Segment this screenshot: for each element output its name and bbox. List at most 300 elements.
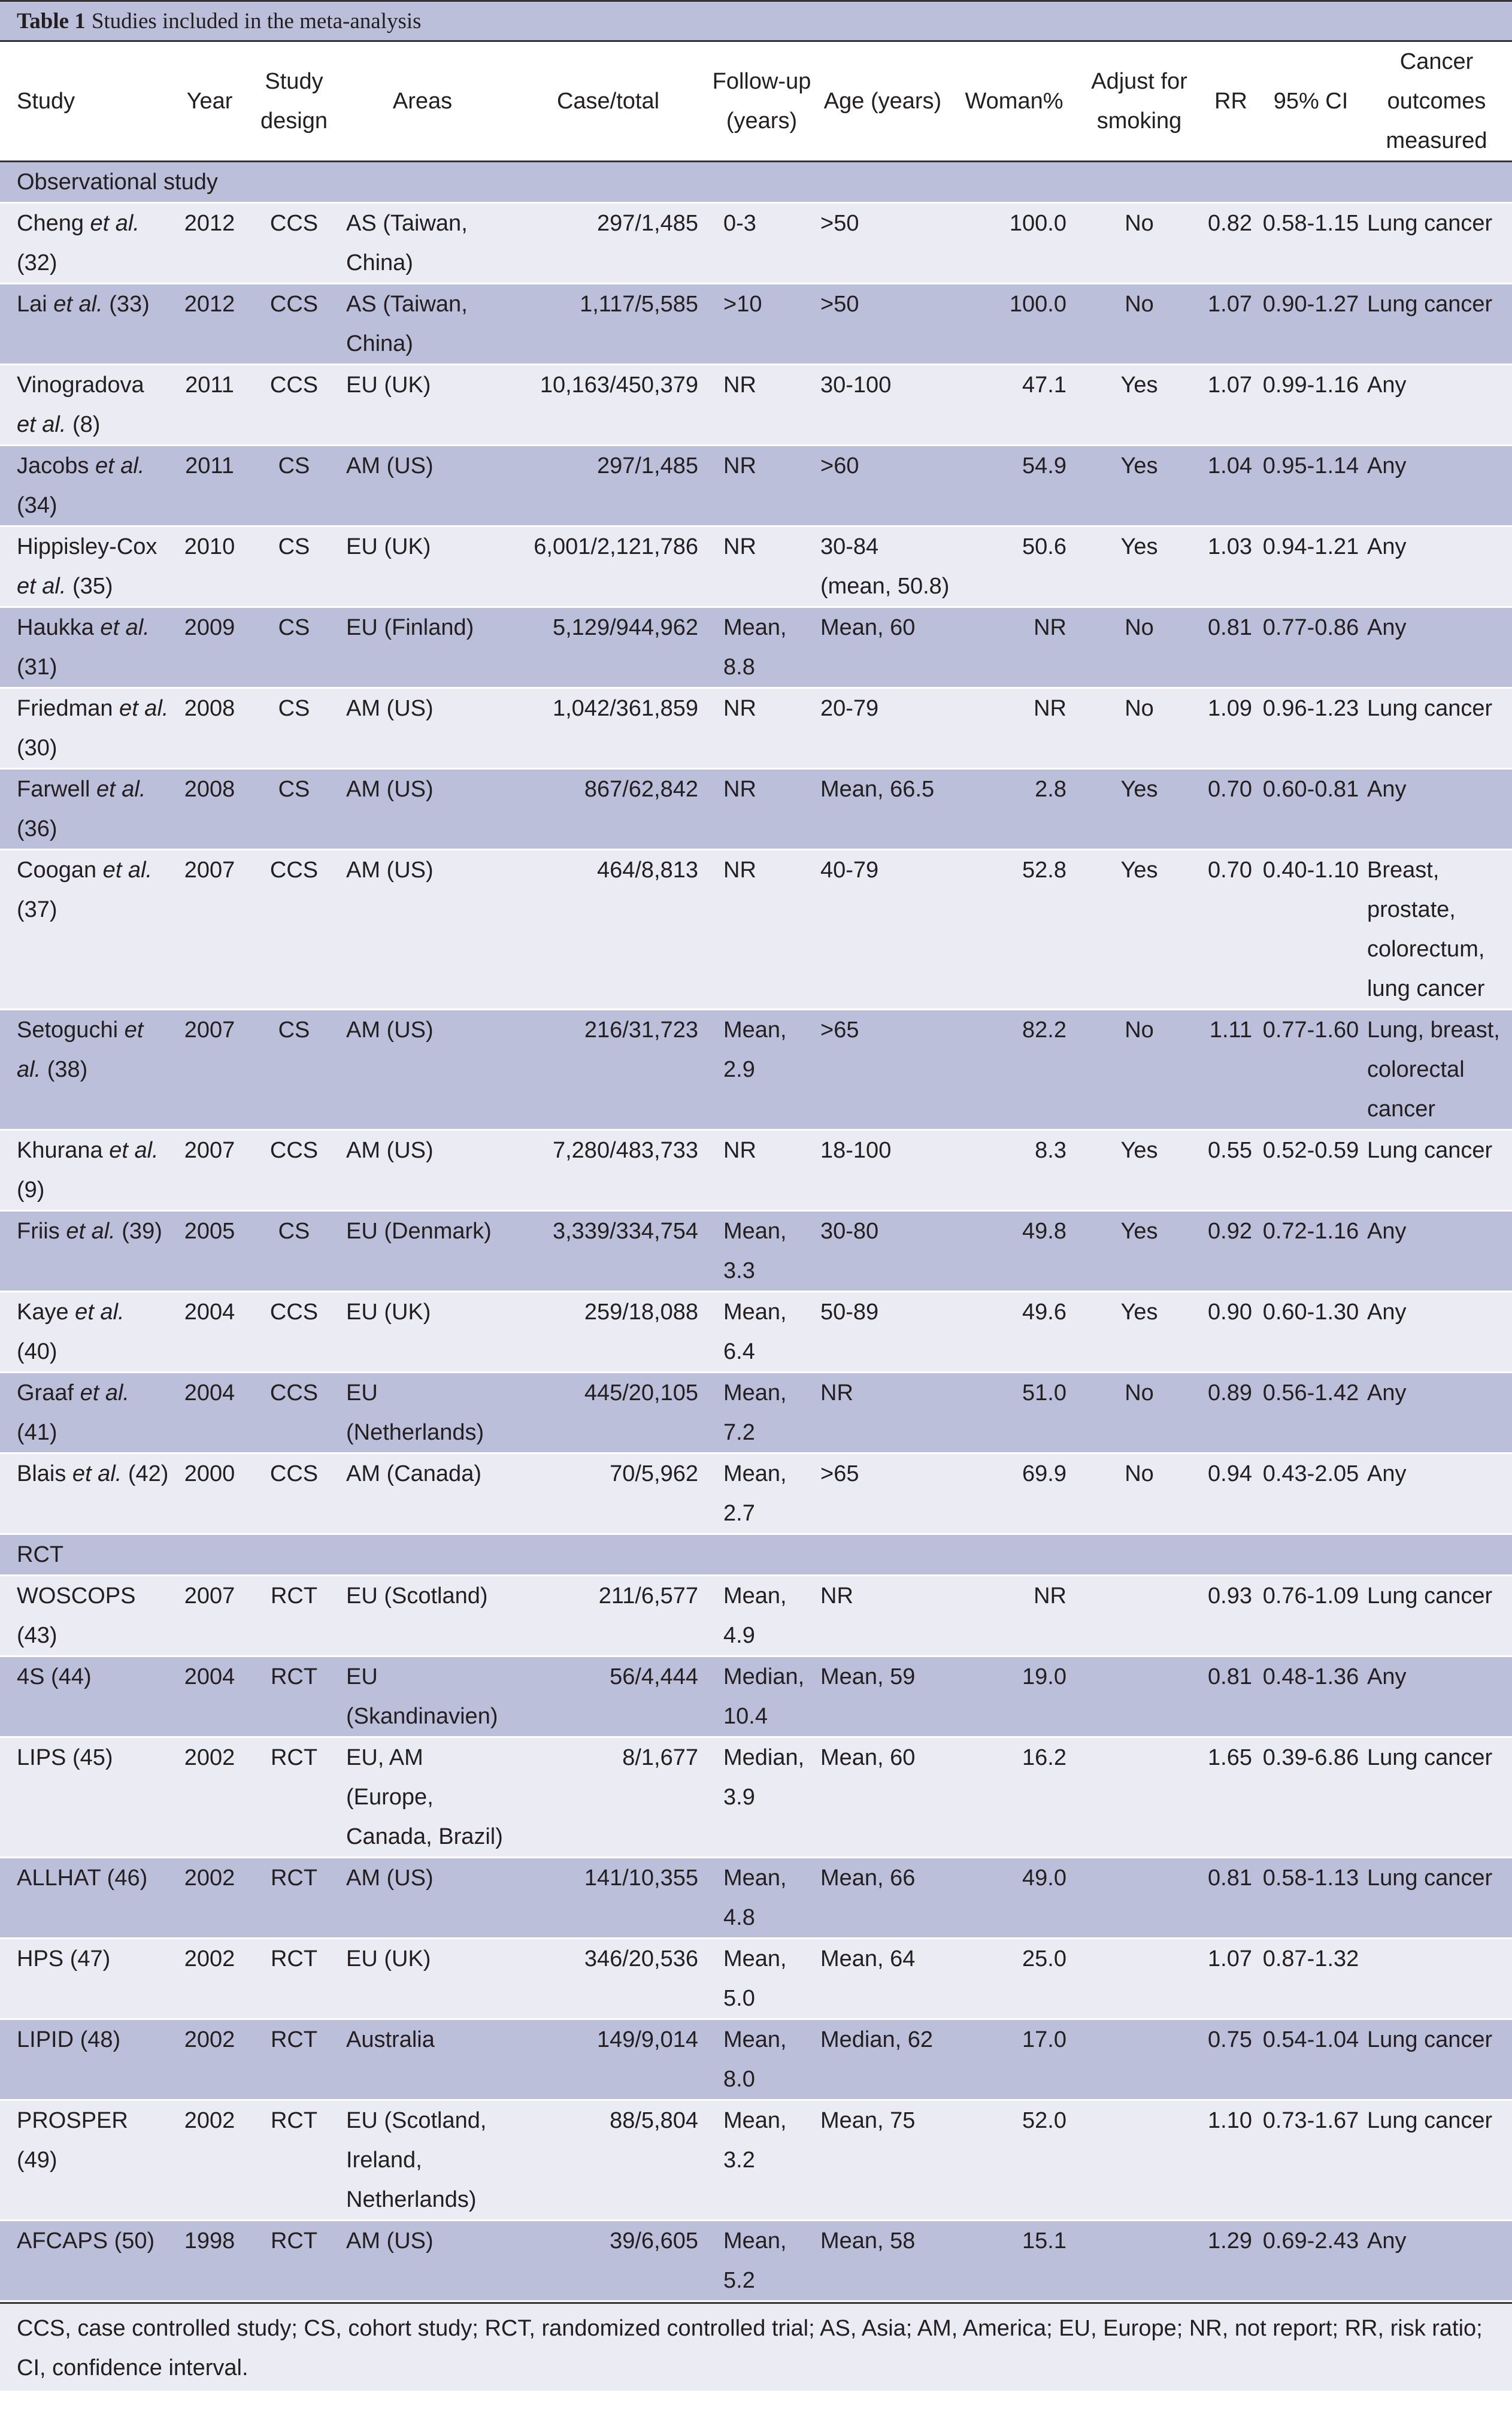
- cancer-outcomes-cell: Any: [1367, 1380, 1407, 1406]
- follow-up-cell: Mean, 7.2: [723, 1380, 787, 1445]
- year-cell: 2008: [184, 777, 235, 802]
- follow-up-cell: NR: [723, 858, 756, 883]
- table-caption-text: Studies included in the meta-analysis: [91, 8, 422, 34]
- areas-cell: AM (US): [346, 696, 434, 721]
- study-cell: [0, 1939, 169, 2019]
- areas-cell: AM (US): [346, 1865, 434, 1891]
- year-cell: 2009: [184, 615, 235, 640]
- year-cell: 2005: [184, 1219, 235, 1244]
- design-cell: CS: [278, 696, 310, 721]
- age-cell: Mean, 64: [820, 1946, 916, 1971]
- follow-up-cell: Mean, 3.2: [723, 2108, 787, 2173]
- age-cell: 20-79: [820, 696, 879, 721]
- study-cell: [0, 1292, 169, 1373]
- study-author: Friis: [17, 1219, 60, 1244]
- study-reference: (37): [17, 897, 57, 922]
- follow-up-cell: >10: [723, 292, 762, 317]
- study-author: HPS: [17, 1946, 64, 1971]
- study-cell: [0, 2019, 169, 2100]
- age-cell: Median, 62: [820, 2027, 934, 2052]
- study-reference: (34): [17, 493, 57, 518]
- table-row: [0, 2100, 1512, 2221]
- cancer-outcomes-cell: Lung cancer: [1367, 2108, 1493, 2133]
- study-reference: (50): [108, 2228, 155, 2254]
- table-row: [0, 1453, 1512, 1534]
- header-year: Year: [169, 42, 250, 162]
- header-rr: RR: [1201, 42, 1260, 162]
- rr-cell: 0.89: [1208, 1380, 1252, 1406]
- woman-cell: 17.0: [1022, 2027, 1066, 2052]
- year-cell: 2012: [184, 211, 235, 236]
- adjust-smoking-cell: [1077, 1656, 1201, 1737]
- table-footnote: CCS, case controlled study; CS, cohort study; RCT, randomized controlled trial; AS, Asia; AM, America; EU, Europe; NR, not report; RR, risk ratio; CI, confidence interval.: [0, 2302, 1512, 2391]
- study-author: 4S: [17, 1664, 45, 1689]
- study-cell: [0, 2100, 169, 2221]
- design-cell: RCT: [270, 2027, 318, 2052]
- header-study: Study: [0, 42, 169, 162]
- year-cell: 2002: [184, 1865, 235, 1891]
- ci-cell: 0.40-1.10: [1262, 858, 1359, 883]
- age-cell: Mean, 58: [820, 2228, 916, 2254]
- ci-cell: 0.87-1.32: [1262, 1946, 1359, 1971]
- follow-up-cell: Mean, 5.2: [723, 2228, 787, 2293]
- rr-cell: 0.90: [1208, 1300, 1252, 1325]
- table-row: [0, 203, 1512, 284]
- age-cell: >50: [820, 211, 859, 236]
- adjust-smoking-cell: No: [1125, 696, 1154, 721]
- age-cell: Mean, 59: [820, 1664, 916, 1689]
- table-row: [0, 607, 1512, 688]
- rr-cell: 0.94: [1208, 1461, 1252, 1486]
- study-et-al: et al.: [47, 292, 103, 317]
- study-reference: (8): [66, 412, 101, 437]
- age-cell: >65: [820, 1461, 859, 1486]
- table-row: [0, 2221, 1512, 2301]
- areas-cell: AS (Taiwan, China): [346, 211, 468, 275]
- areas-cell: AM (US): [346, 858, 434, 883]
- age-cell: 18-100: [820, 1138, 892, 1163]
- study-reference: (40): [17, 1339, 57, 1364]
- areas-cell: EU (UK): [346, 534, 431, 559]
- areas-cell: EU (UK): [346, 1946, 431, 1971]
- woman-cell: 52.8: [1022, 858, 1066, 883]
- woman-cell: 49.0: [1022, 1865, 1066, 1891]
- study-cell: [0, 769, 169, 850]
- ci-cell: 0.39-6.86: [1262, 1745, 1359, 1770]
- cancer-outcomes-cell: Lung cancer: [1367, 1583, 1493, 1609]
- study-reference: (48): [74, 2027, 121, 2052]
- adjust-smoking-cell: Yes: [1120, 453, 1158, 478]
- areas-cell: AM (US): [346, 1017, 434, 1043]
- year-cell: 2004: [184, 1300, 235, 1325]
- study-reference: (49): [17, 2148, 57, 2173]
- areas-cell: AM (US): [346, 1138, 434, 1163]
- study-author: Kaye: [17, 1300, 69, 1325]
- design-cell: RCT: [270, 1865, 318, 1891]
- adjust-smoking-cell: Yes: [1120, 858, 1158, 883]
- study-cell: [0, 1130, 169, 1211]
- year-cell: 1998: [184, 2228, 235, 2254]
- adjust-smoking-cell: No: [1125, 292, 1154, 317]
- ci-cell: 0.95-1.14: [1262, 453, 1359, 478]
- follow-up-cell: NR: [723, 453, 756, 478]
- year-cell: 2011: [185, 372, 234, 398]
- study-et-al: et al.: [89, 453, 145, 478]
- adjust-smoking-cell: [1077, 2019, 1201, 2100]
- areas-cell: AS (Taiwan, China): [346, 292, 468, 356]
- cancer-outcomes-cell: Lung, breast, colorectal cancer: [1367, 1017, 1500, 1122]
- design-cell: RCT: [270, 1664, 318, 1689]
- study-cell: [0, 526, 169, 607]
- design-cell: RCT: [270, 2108, 318, 2133]
- year-cell: 2007: [184, 858, 235, 883]
- header-cancer-outcomes: Cancer outcomes measured: [1361, 42, 1512, 162]
- study-cell: [0, 1737, 169, 1858]
- rr-cell: 1.04: [1208, 453, 1252, 478]
- study-et-al: et al.: [93, 615, 150, 640]
- table-row: [0, 1858, 1512, 1939]
- study-author: Friedman: [17, 696, 113, 721]
- case-total-cell: 39/6,605: [610, 2228, 698, 2254]
- case-total-cell: 56/4,444: [610, 1664, 698, 1689]
- cancer-outcomes-cell: Any: [1367, 1300, 1407, 1325]
- woman-cell: 47.1: [1022, 372, 1066, 398]
- ci-cell: 0.94-1.21: [1262, 534, 1359, 559]
- year-cell: 2004: [184, 1380, 235, 1406]
- ci-cell: 0.73-1.67: [1262, 2108, 1359, 2133]
- study-et-al: et al.: [102, 1138, 159, 1163]
- design-cell: CCS: [269, 1380, 319, 1406]
- table-caption: [0, 0, 1512, 42]
- areas-cell: EU (Netherlands): [346, 1380, 484, 1445]
- ci-cell: 0.43-2.05: [1262, 1461, 1359, 1486]
- woman-cell: 50.6: [1022, 534, 1066, 559]
- design-cell: CCS: [269, 858, 319, 883]
- areas-cell: EU (Finland): [346, 615, 474, 640]
- case-total-cell: 259/18,088: [584, 1300, 698, 1325]
- design-cell: CCS: [269, 1300, 319, 1325]
- table-row: [0, 1010, 1512, 1130]
- follow-up-cell: NR: [723, 777, 756, 802]
- ci-cell: 0.77-1.60: [1262, 1017, 1359, 1043]
- study-author: Setoguchi: [17, 1017, 119, 1043]
- age-cell: Mean, 75: [820, 2108, 916, 2133]
- table-row: [0, 365, 1512, 446]
- follow-up-cell: Mean, 8.0: [723, 2027, 787, 2092]
- case-total-cell: 297/1,485: [596, 211, 698, 236]
- rr-cell: 0.70: [1208, 858, 1252, 883]
- ci-cell: 0.76-1.09: [1262, 1583, 1359, 1609]
- cancer-outcomes-cell: Lung cancer: [1367, 1865, 1493, 1891]
- year-cell: 2012: [184, 292, 235, 317]
- study-author: Blais: [17, 1461, 66, 1486]
- age-cell: 40-79: [820, 858, 879, 883]
- study-cell: [0, 2221, 169, 2301]
- follow-up-cell: Mean, 2.9: [723, 1017, 787, 1082]
- adjust-smoking-cell: [1077, 1858, 1201, 1939]
- cancer-outcomes-cell: Any: [1367, 1461, 1407, 1486]
- section-observational-label: Observational study: [17, 169, 218, 195]
- age-cell: Mean, 60: [820, 615, 916, 640]
- adjust-smoking-cell: [1077, 2100, 1201, 2221]
- design-cell: RCT: [270, 2228, 318, 2254]
- follow-up-cell: Mean, 4.8: [723, 1865, 787, 1930]
- case-total-cell: 6,001/2,121,786: [534, 534, 698, 559]
- study-et-al: et al.: [113, 696, 169, 721]
- design-cell: CCS: [269, 1138, 319, 1163]
- case-total-cell: 297/1,485: [596, 453, 698, 478]
- age-cell: NR: [820, 1380, 853, 1406]
- follow-up-cell: Mean, 6.4: [723, 1300, 787, 1364]
- follow-up-cell: 0-3: [723, 211, 756, 236]
- woman-cell: 54.9: [1022, 453, 1066, 478]
- cancer-outcomes-cell: Lung cancer: [1367, 1138, 1493, 1163]
- year-cell: 2007: [184, 1017, 235, 1043]
- areas-cell: AM (Canada): [346, 1461, 481, 1486]
- study-author: Graaf: [17, 1380, 74, 1406]
- woman-cell: NR: [1034, 696, 1066, 721]
- age-cell: >60: [820, 453, 859, 478]
- follow-up-cell: Mean, 4.9: [723, 1583, 787, 1648]
- study-author: Khurana: [17, 1138, 103, 1163]
- table-row: [0, 850, 1512, 1010]
- age-cell: 30-80: [820, 1219, 879, 1244]
- case-total-cell: 149/9,014: [596, 2027, 698, 2052]
- case-total-cell: 88/5,804: [610, 2108, 698, 2133]
- design-cell: RCT: [270, 1745, 318, 1770]
- woman-cell: NR: [1034, 1583, 1066, 1609]
- study-author: Lai: [17, 292, 47, 317]
- study-author: Farwell: [17, 777, 90, 802]
- study-author: Coogan: [17, 858, 97, 883]
- study-cell: [0, 1858, 169, 1939]
- woman-cell: 25.0: [1022, 1946, 1066, 1971]
- table-body: [0, 162, 1512, 2301]
- table-caption-label: Table 1: [17, 8, 86, 34]
- header-case-total: Case/total: [507, 42, 709, 162]
- follow-up-cell: NR: [723, 1138, 756, 1163]
- follow-up-cell: NR: [723, 696, 756, 721]
- study-reference: (47): [63, 1946, 111, 1971]
- adjust-smoking-cell: Yes: [1120, 777, 1158, 802]
- table-row: [0, 1211, 1512, 1292]
- design-cell: CCS: [269, 292, 319, 317]
- follow-up-cell: Median, 10.4: [723, 1664, 805, 1729]
- areas-cell: EU (Scotland, Ireland, Netherlands): [346, 2108, 487, 2212]
- woman-cell: 100.0: [1009, 292, 1066, 317]
- follow-up-cell: Mean, 2.7: [723, 1461, 787, 1526]
- woman-cell: 49.6: [1022, 1300, 1066, 1325]
- follow-up-cell: Mean, 8.8: [723, 615, 787, 680]
- study-author: Cheng: [17, 211, 84, 236]
- study-reference: (45): [66, 1745, 113, 1770]
- study-et-al: et al.: [66, 1461, 122, 1486]
- ci-cell: 0.60-1.30: [1262, 1300, 1359, 1325]
- study-cell: [0, 365, 169, 446]
- case-total-cell: 10,163/450,379: [540, 372, 698, 398]
- study-cell: [0, 1576, 169, 1656]
- table-row: [0, 284, 1512, 365]
- study-cell: [0, 607, 169, 688]
- rr-cell: 0.93: [1208, 1583, 1252, 1609]
- study-reference: (42): [122, 1461, 169, 1486]
- woman-cell: 15.1: [1022, 2228, 1066, 2254]
- rr-cell: 0.92: [1208, 1219, 1252, 1244]
- table-row: [0, 2019, 1512, 2100]
- study-reference: (9): [17, 1177, 45, 1203]
- adjust-smoking-cell: Yes: [1120, 372, 1158, 398]
- woman-cell: 51.0: [1022, 1380, 1066, 1406]
- adjust-smoking-cell: No: [1125, 211, 1154, 236]
- adjust-smoking-cell: Yes: [1120, 1300, 1158, 1325]
- follow-up-cell: Mean, 5.0: [723, 1946, 787, 2011]
- study-author: Jacobs: [17, 453, 89, 478]
- table-row: [0, 688, 1512, 769]
- table-row: [0, 1130, 1512, 1211]
- case-total-cell: 3,339/334,754: [552, 1219, 698, 1244]
- study-cell: [0, 203, 169, 284]
- areas-cell: Australia: [346, 2027, 435, 2052]
- rr-cell: 1.03: [1208, 534, 1252, 559]
- rr-cell: 1.11: [1209, 1017, 1252, 1043]
- case-total-cell: 141/10,355: [584, 1865, 698, 1891]
- ci-cell: 0.96-1.23: [1262, 696, 1359, 721]
- follow-up-cell: Median, 3.9: [723, 1745, 805, 1810]
- study-cell: [0, 1373, 169, 1453]
- header-row: [0, 42, 1512, 162]
- table-row: [0, 1939, 1512, 2019]
- cancer-outcomes-cell: Any: [1367, 2228, 1407, 2254]
- study-reference: (39): [115, 1219, 162, 1244]
- rr-cell: 0.55: [1208, 1138, 1252, 1163]
- cancer-outcomes-cell: Any: [1367, 372, 1407, 398]
- study-author: AFCAPS: [17, 2228, 108, 2254]
- age-cell: Mean, 60: [820, 1745, 916, 1770]
- areas-cell: EU (Skandinavien): [346, 1664, 498, 1729]
- section-rct: [0, 1534, 1512, 1576]
- cancer-outcomes-cell: Lung cancer: [1367, 292, 1493, 317]
- woman-cell: 19.0: [1022, 1664, 1066, 1689]
- table-row: [0, 1292, 1512, 1373]
- case-total-cell: 5,129/944,962: [552, 615, 698, 640]
- table-row: [0, 1373, 1512, 1453]
- study-reference: (43): [17, 1623, 57, 1648]
- rr-cell: 1.29: [1208, 2228, 1252, 2254]
- case-total-cell: 464/8,813: [596, 858, 698, 883]
- design-cell: CCS: [269, 372, 319, 398]
- age-cell: 30-84 (mean, 50.8): [820, 534, 950, 599]
- adjust-smoking-cell: [1077, 1939, 1201, 2019]
- woman-cell: 52.0: [1022, 2108, 1066, 2133]
- study-et-al: et al.: [59, 1219, 116, 1244]
- study-reference: (36): [17, 816, 57, 841]
- woman-cell: 69.9: [1022, 1461, 1066, 1486]
- adjust-smoking-cell: [1077, 2221, 1201, 2301]
- design-cell: RCT: [270, 1583, 318, 1609]
- study-et-al: et al.: [17, 1017, 144, 1082]
- design-cell: CS: [278, 615, 310, 640]
- cancer-outcomes-cell: Any: [1367, 453, 1407, 478]
- study-reference: (31): [17, 655, 57, 680]
- study-cell: [0, 850, 169, 1010]
- rr-cell: 1.65: [1208, 1745, 1252, 1770]
- study-author: LIPS: [17, 1745, 66, 1770]
- header-adjust-smoking: Adjust for smoking: [1077, 42, 1201, 162]
- year-cell: 2007: [184, 1583, 235, 1609]
- ci-cell: 0.77-0.86: [1262, 615, 1359, 640]
- study-author: Haukka: [17, 615, 94, 640]
- follow-up-cell: NR: [723, 372, 756, 398]
- adjust-smoking-cell: No: [1125, 1461, 1154, 1486]
- areas-cell: AM (US): [346, 777, 434, 802]
- areas-cell: EU (UK): [346, 1300, 431, 1325]
- year-cell: 2002: [184, 1946, 235, 1971]
- cancer-outcomes-cell: Lung cancer: [1367, 211, 1493, 236]
- ci-cell: 0.58-1.15: [1262, 211, 1359, 236]
- study-cell: [0, 1010, 169, 1130]
- study-author: LIPID: [17, 2027, 74, 2052]
- studies-table: [0, 42, 1512, 2302]
- study-author: PROSPER: [17, 2108, 128, 2133]
- case-total-cell: 1,117/5,585: [580, 292, 698, 317]
- design-cell: CS: [278, 777, 310, 802]
- cancer-outcomes-cell: Lung cancer: [1367, 2027, 1493, 2052]
- study-cell: [0, 1656, 169, 1737]
- adjust-smoking-cell: No: [1125, 1017, 1154, 1043]
- ci-cell: 0.52-0.59: [1262, 1138, 1359, 1163]
- year-cell: 2000: [184, 1461, 235, 1486]
- table-row: [0, 1576, 1512, 1656]
- year-cell: 2004: [184, 1664, 235, 1689]
- study-cell: [0, 446, 169, 526]
- ci-cell: 0.60-0.81: [1262, 777, 1359, 802]
- cancer-outcomes-cell: Breast, prostate, colorectum, lung cancer: [1367, 858, 1485, 1001]
- study-author: Hippisley-Cox: [17, 534, 157, 559]
- design-cell: CS: [278, 453, 310, 478]
- cancer-outcomes-cell: Lung cancer: [1367, 696, 1493, 721]
- ci-cell: 0.58-1.13: [1262, 1865, 1359, 1891]
- ci-cell: 0.54-1.04: [1262, 2027, 1359, 2052]
- adjust-smoking-cell: Yes: [1120, 534, 1158, 559]
- year-cell: 2002: [184, 2108, 235, 2133]
- adjust-smoking-cell: [1077, 1737, 1201, 1858]
- woman-cell: 49.8: [1022, 1219, 1066, 1244]
- year-cell: 2010: [184, 534, 235, 559]
- adjust-smoking-cell: [1077, 1576, 1201, 1656]
- header-areas: Areas: [338, 42, 507, 162]
- areas-cell: EU, AM (Europe, Canada, Brazil): [346, 1745, 503, 1849]
- ci-cell: 0.69-2.43: [1262, 2228, 1359, 2254]
- age-cell: NR: [820, 1583, 853, 1609]
- woman-cell: 82.2: [1022, 1017, 1066, 1043]
- areas-cell: EU (UK): [346, 372, 431, 398]
- study-reference: (35): [66, 574, 113, 599]
- cancer-outcomes-cell: Any: [1367, 534, 1407, 559]
- case-total-cell: 211/6,577: [598, 1583, 698, 1609]
- age-cell: Mean, 66: [820, 1865, 916, 1891]
- study-reference: (44): [44, 1664, 92, 1689]
- areas-cell: EU (Scotland): [346, 1583, 488, 1609]
- study-et-al: et al.: [96, 858, 153, 883]
- ci-cell: 0.99-1.16: [1262, 372, 1359, 398]
- study-cell: [0, 284, 169, 365]
- case-total-cell: 346/20,536: [584, 1946, 698, 1971]
- study-reference: (38): [41, 1057, 88, 1082]
- rr-cell: 0.82: [1208, 211, 1252, 236]
- cancer-outcomes-cell: Lung cancer: [1367, 1745, 1493, 1770]
- header-woman: Woman%: [951, 42, 1077, 162]
- design-cell: CS: [278, 1219, 310, 1244]
